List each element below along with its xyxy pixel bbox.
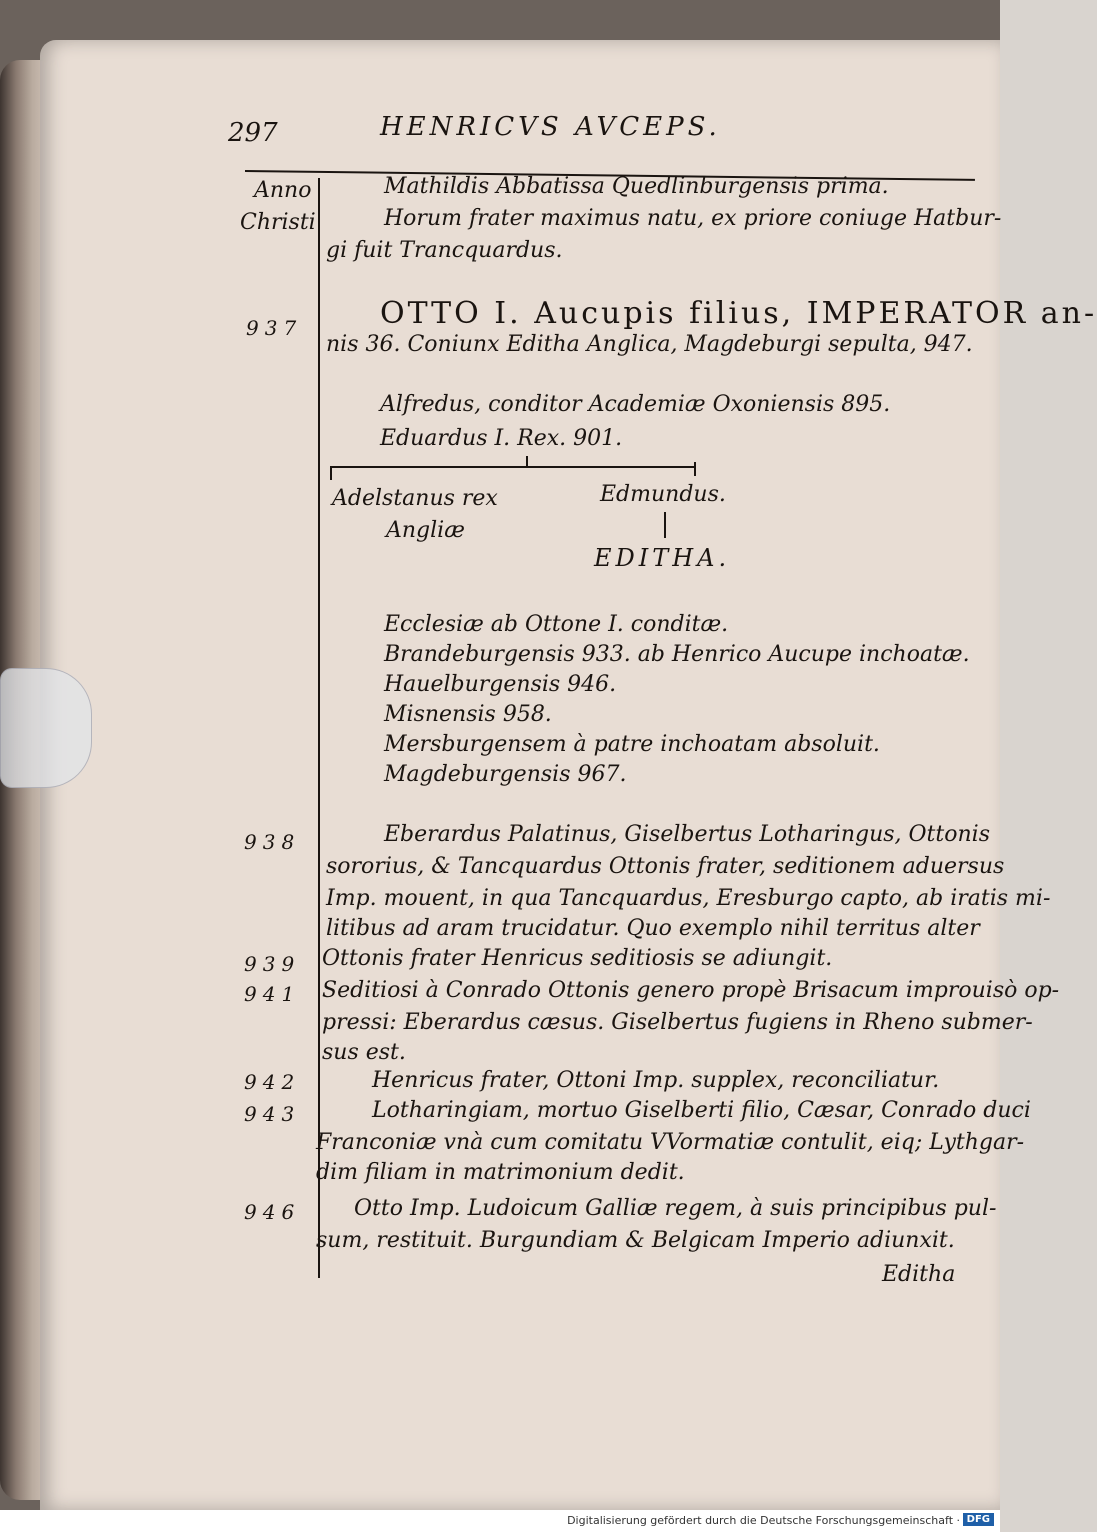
text-line: litibus ad aram trucidatur. Quo exemplo nihil territus alter [326, 916, 980, 941]
otto-heading: OTTO I. Aucupis filius, IMPERATOR an- [380, 296, 1097, 331]
year-939: 939 [244, 952, 301, 976]
text-line: Mersburgensem à patre inchoatam absoluit. [384, 732, 880, 757]
year-942: 942 [244, 1070, 301, 1094]
year-937: 937 [246, 316, 303, 340]
year-938: 938 [244, 830, 301, 854]
genealogy-bracket [330, 466, 696, 468]
genealogy-editha: EDITHA. [594, 544, 731, 572]
text-line: Magdeburgensis 967. [384, 762, 627, 787]
text-line: Henricus frater, Ottoni Imp. supplex, reconciliatur. [372, 1068, 940, 1093]
year-943: 943 [244, 1102, 301, 1126]
catchword: Editha [882, 1262, 956, 1287]
text-line: sororius, & Tancquardus Ottonis frater, seditionem aduersus [326, 854, 1005, 879]
funding-notice: Digitalisierung gefördert durch die Deutsche Forschungsgemeinschaft · [567, 1514, 960, 1527]
text-line: Franconiæ vnà cum comitatu VVormatiæ contulit, eiq; Lythgar- [316, 1130, 1025, 1155]
text-line: Ottonis frater Henricus seditiosis se adiungit. [322, 946, 833, 971]
year-941: 941 [244, 982, 301, 1006]
text-line: Otto Imp. Ludoicum Galliæ regem, à suis principibus pul- [354, 1196, 997, 1221]
text-line: Alfredus, conditor Academiæ Oxoniensis 895. [380, 392, 891, 417]
genealogy-bracket-left [330, 466, 332, 480]
text-line: Brandeburgensis 933. ab Henrico Aucupe inchoatæ. [384, 642, 970, 667]
page-number: 297 [228, 118, 278, 148]
dfg-logo: DFG [963, 1513, 994, 1526]
genealogy-bracket-right [694, 462, 696, 476]
text-line: dim filiam in matrimonium dedit. [316, 1160, 685, 1185]
margin-anno: Anno [254, 178, 312, 203]
page-clip [0, 668, 92, 788]
text-line: Imp. mouent, in qua Tancquardus, Eresburgo capto, ab iratis mi- [326, 886, 1051, 911]
genealogy-adelstanus: Adelstanus rex [332, 486, 498, 511]
text-line: sum, restituit. Burgundiam & Belgicam Imperio adiunxit. [316, 1228, 955, 1253]
running-title: HENRICVS AVCEPS. [380, 112, 721, 142]
text-line: Hauelburgensis 946. [384, 672, 617, 697]
text-line: Seditiosi à Conrado Ottonis genero propè Brisacum improuisò op- [322, 978, 1060, 1003]
genealogy-anglia: Angliæ [386, 518, 465, 543]
text-line: Eduardus I. Rex. 901. [380, 426, 623, 451]
margin-rule [318, 178, 320, 1278]
text-line: Mathildis Abbatissa Quedlinburgensis prima. [384, 174, 889, 199]
text-line: nis 36. Coniunx Editha Anglica, Magdeburgi sepulta, 947. [326, 332, 973, 357]
genealogy-bracket-mid [526, 456, 528, 468]
text-line: Eberardus Palatinus, Giselbertus Lotharingus, Ottonis [384, 822, 990, 847]
text-line: pressi: Eberardus cæsus. Giselbertus fugiens in Rheno submer- [322, 1010, 1033, 1035]
text-line: Lotharingiam, mortuo Giselberti filio, Cæsar, Conrado duci [372, 1098, 1031, 1123]
genealogy-edmundus: Edmundus. [600, 482, 726, 507]
text-line: Horum frater maximus natu, ex priore coniuge Hatbur- [384, 206, 1002, 231]
genealogy-descent-line [664, 512, 666, 538]
margin-christi: Christi [240, 210, 316, 235]
year-946: 946 [244, 1200, 301, 1224]
text-line: Misnensis 958. [384, 702, 552, 727]
text-line: Ecclesiæ ab Ottone I. conditæ. [384, 612, 729, 637]
text-line: gi fuit Trancquardus. [326, 238, 563, 263]
text-line: sus est. [322, 1040, 406, 1065]
